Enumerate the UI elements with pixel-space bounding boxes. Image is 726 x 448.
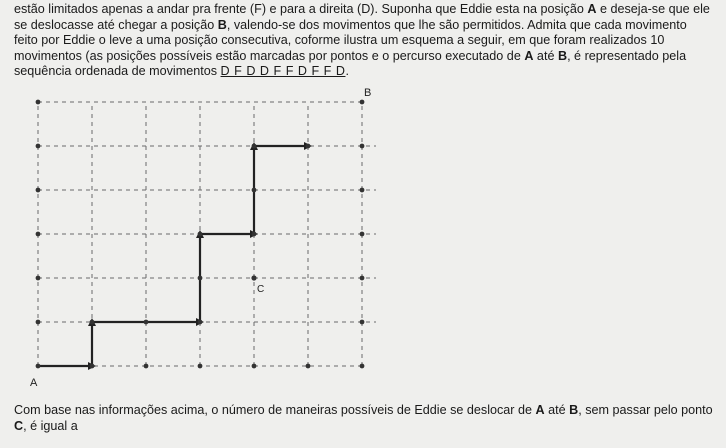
grid-point [306, 364, 311, 369]
grid-point [198, 232, 203, 237]
point-a-ref: A [587, 2, 597, 16]
point-c-ref: C [14, 419, 24, 433]
grid-point [360, 320, 365, 325]
point-a-ref: A [524, 48, 534, 63]
grid-point [360, 144, 365, 149]
point-b-label: B [364, 87, 372, 99]
grid-point [198, 364, 203, 369]
problem-text-part: . [345, 64, 349, 79]
grid-point [90, 320, 95, 325]
grid-figure [20, 87, 372, 392]
grid-point [36, 320, 41, 325]
point-b-ref: B [557, 48, 568, 63]
question-text-part: Com base nas informações acima, o número de maneiras possíveis de Eddie se deslocar de [14, 403, 536, 417]
point-b-ref: B [569, 403, 579, 417]
problem-text-part: , valendo-se dos movimentos que lhe são permitidos. Admita que cada movimento feito por Eddie o leve a uma posição consecutiva, coforme ilustra um esquema a seguir, em que foram realizados 10 movimentos (as posições possíveis estão marcadas por pontos e o percurso executado de [14, 17, 687, 63]
point-a-label: A [30, 377, 38, 389]
grid-point [90, 364, 95, 369]
grid-point [252, 232, 257, 237]
grid-point [252, 364, 257, 369]
question-text-part: até [544, 403, 570, 417]
problem-text-part: , é representado pela sequência ordenada de movimentos [14, 48, 687, 79]
grid-point [36, 144, 41, 149]
grid-point [360, 364, 365, 369]
grid-point [36, 188, 41, 193]
question-text-part: , é igual a [23, 419, 78, 433]
grid-point [144, 320, 149, 325]
grid-point [360, 100, 365, 105]
problem-text-part: até [533, 48, 558, 63]
grid-point [252, 188, 257, 193]
grid-point [360, 188, 365, 193]
move-sequence: D F D D F F D F F D [220, 64, 346, 79]
grid-point [36, 232, 41, 237]
route-path [38, 146, 308, 366]
point-a-ref: A [535, 403, 545, 417]
grid-point [36, 364, 41, 369]
grid-point [198, 276, 203, 281]
grid-diagram [20, 87, 372, 392]
grid-point [144, 364, 149, 369]
question-text-part: , sem passar pelo ponto [578, 403, 713, 417]
problem-text [14, 2, 714, 80]
point-c-dot [251, 275, 256, 280]
grid-point [36, 276, 41, 281]
point-b-ref: B [217, 17, 227, 32]
problem-text-part: estão limitados apenas a andar pra frente (F) e para a direita (D). Suponha que Eddie esta na posição [14, 2, 588, 16]
point-c-label: C [257, 284, 265, 295]
grid-point [36, 100, 41, 105]
problem-text-part: e deseja-se que ele se deslocasse até chegar a posição [14, 2, 710, 32]
grid-point [306, 144, 311, 149]
grid-point [252, 144, 257, 149]
question-text [14, 402, 714, 434]
grid-point [198, 320, 203, 325]
grid-point [360, 276, 365, 281]
grid-point [360, 232, 365, 237]
